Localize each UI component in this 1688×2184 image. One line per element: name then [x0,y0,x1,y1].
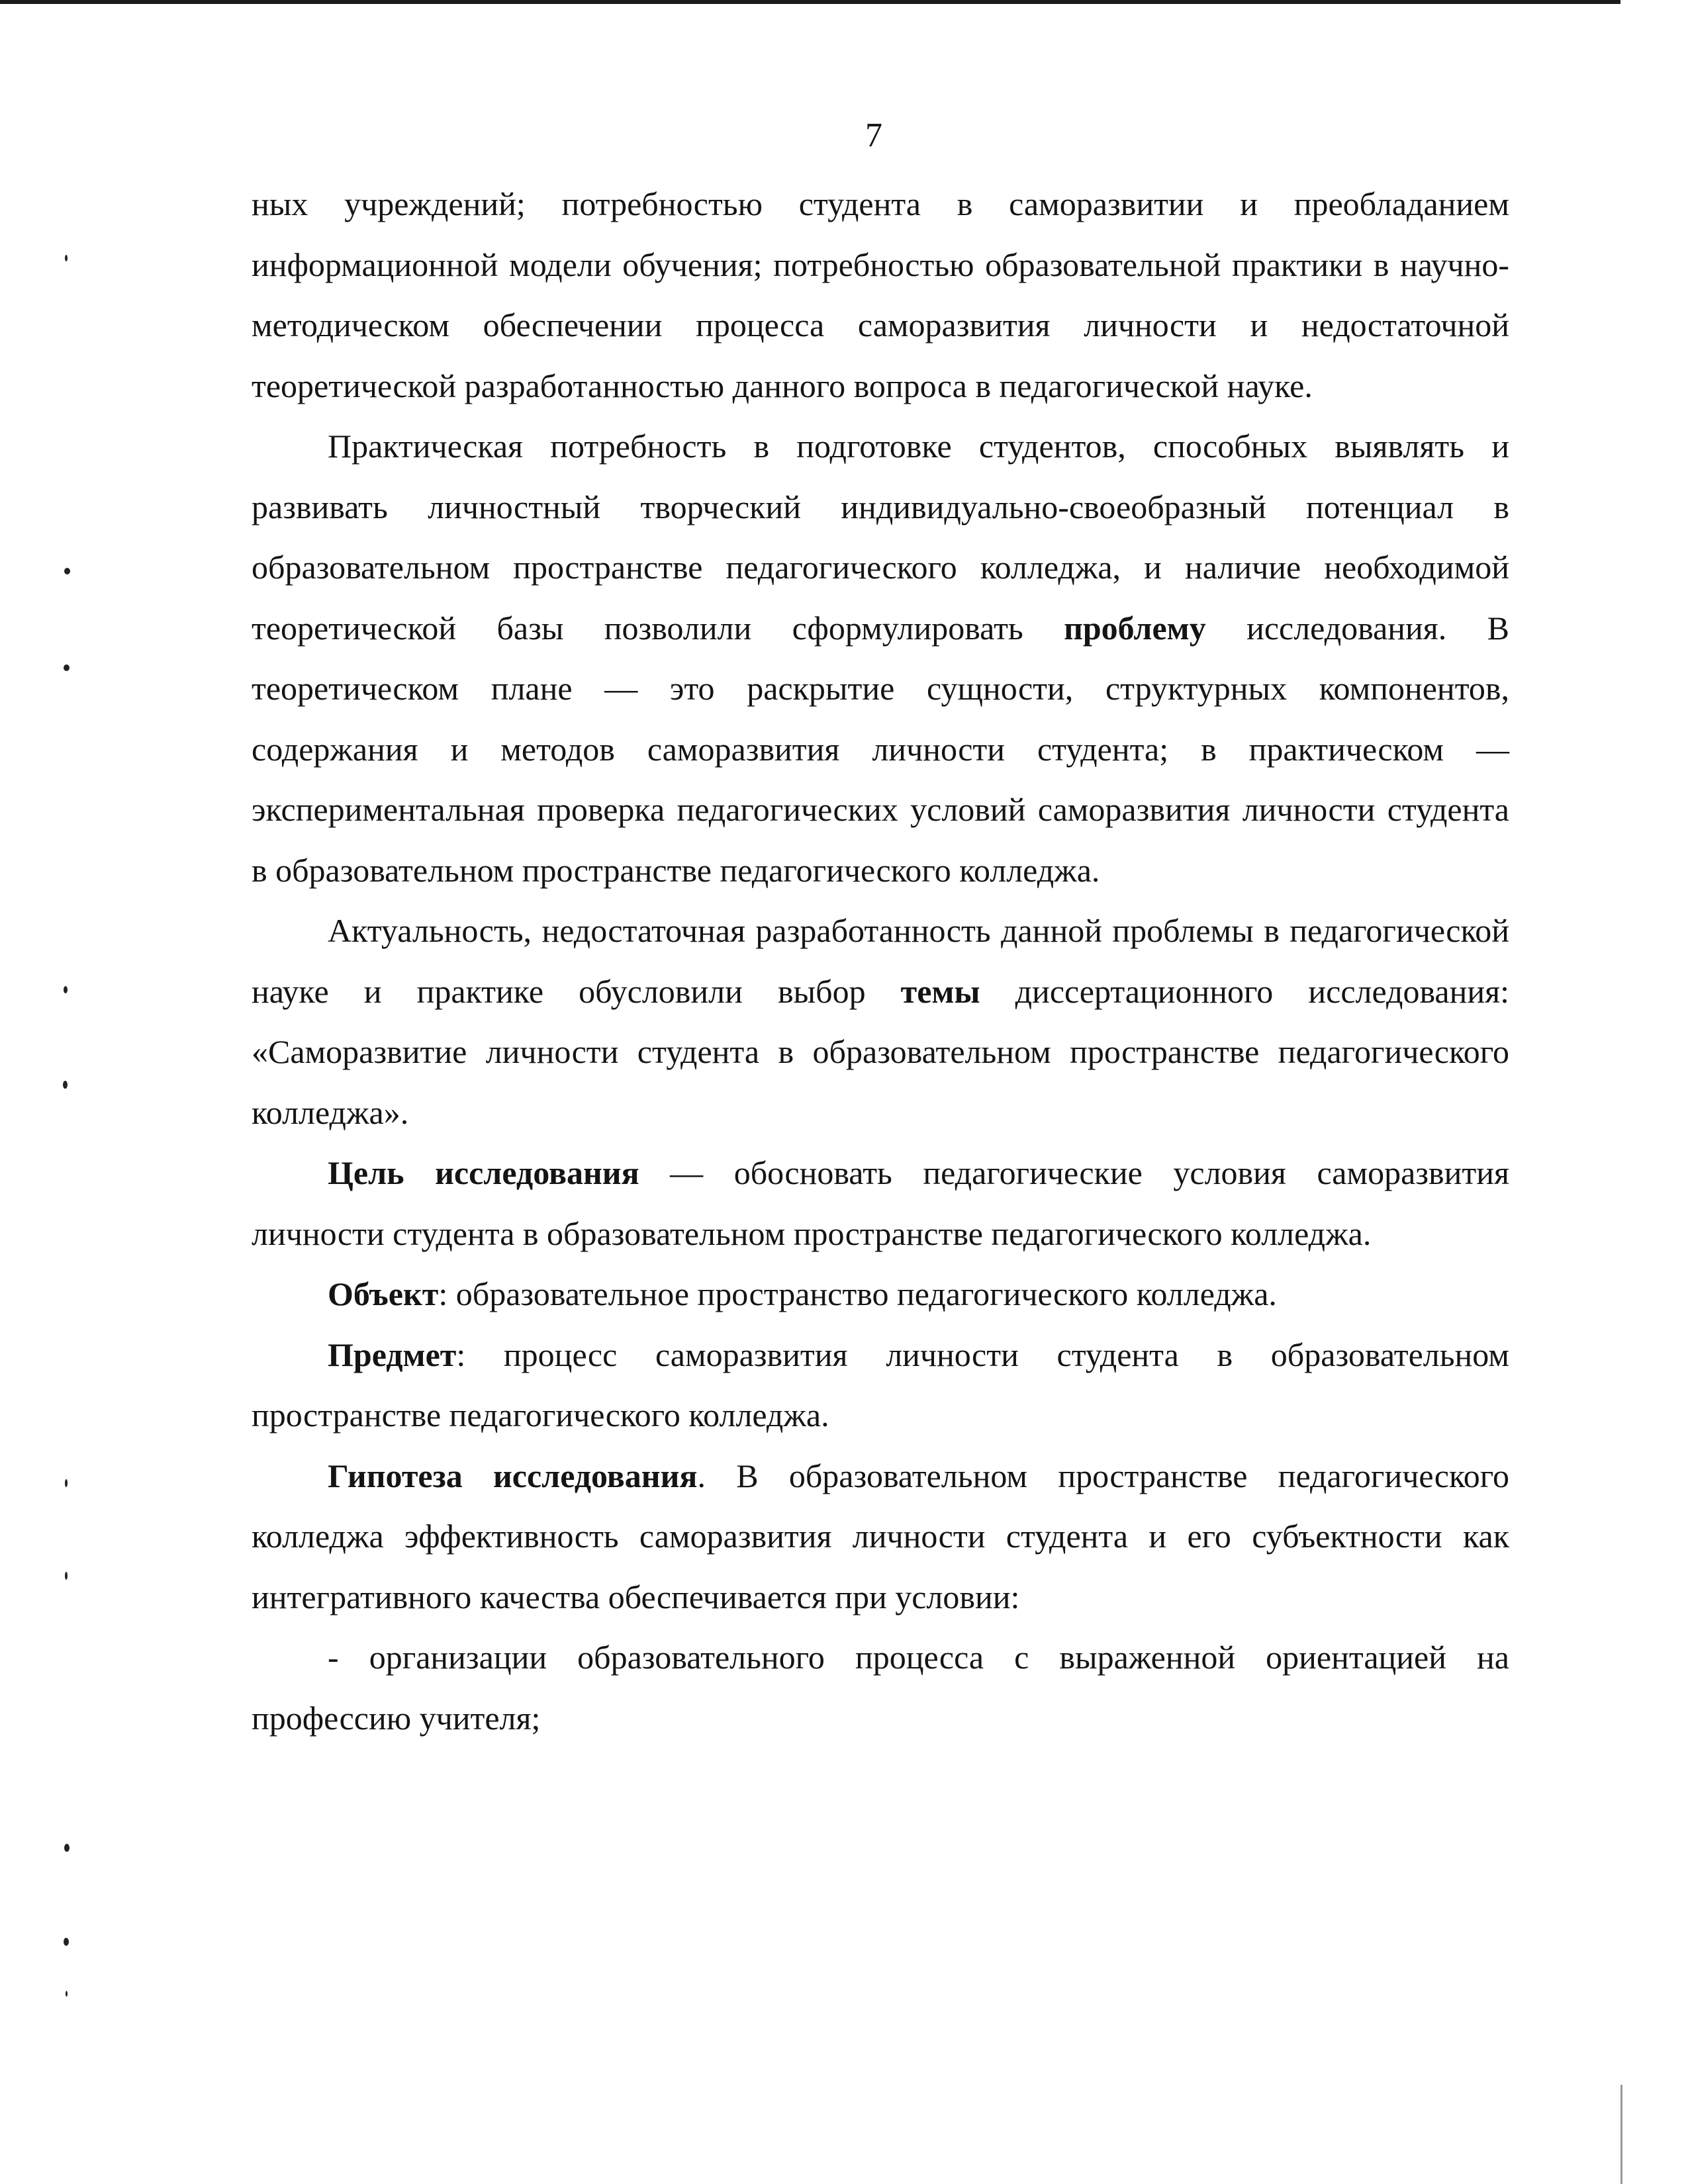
paragraph-hypothesis [252,1446,1509,1628]
bold-term-topic: темы [900,972,980,1010]
bold-term-hypothesis: Гипотеза исследования [328,1457,698,1494]
scan-speck [63,1081,68,1089]
document-body [252,174,1509,1749]
text-span: диссертационного исследования: «Саморазвитие личности студента в образовательном пространстве педагогического колледжа». [252,972,1509,1131]
bold-term-subject: Предмет [328,1336,457,1373]
scan-speck [64,986,68,993]
scan-speck [64,1938,69,1946]
paragraph-object [252,1264,1509,1325]
text-span: — обосновать педагогические условия саморазвития личности студента в образовательном пространстве педагогического колледжа. [252,1154,1509,1252]
bold-term-object: Объект [328,1275,439,1312]
text-span: Практическая потребность в подготовке студентов, способных выявлять и развивать личностный творческий индивидуально-своеобразный потенциал в образовательном пространстве педагогического колледжа, и наличие необходимой теоретической базы позволили сформулировать [252,428,1509,647]
scan-speck [66,1991,68,1997]
scan-edge-line [1620,2085,1622,2184]
text-span: : процесс саморазвития личности студента в образовательном пространстве педагогического колледжа. [252,1336,1509,1433]
paragraph-continuation: ных учреждений; потребностью студента в саморазвитии и преобладанием информационной модели обучения; потребностью образовательной практики в научно-методическом обеспечении процесса саморазвития личности и недостаточной теоретической разработанностью данного вопроса в педагогической науке. [252,185,1509,404]
scan-speck [65,255,68,261]
scan-speck [65,1479,68,1487]
scan-speck [64,664,70,671]
bold-term-problem: проблему [1064,609,1206,647]
text-span: Актуальность, недостаточная разработанность данной проблемы в педагогической науке и практике обусловили выбор [252,912,1509,1010]
page-number: 7 [865,116,882,154]
paragraph-condition-item: - организации образовательного процесса с выраженной ориентацией на профессию учителя; [252,1639,1509,1737]
paragraph-topic [252,901,1509,1143]
scan-speck [64,1844,70,1852]
paragraph-goal [252,1143,1509,1264]
text-span: исследования. В теоретическом плане — это раскрытие сущности, структурных компонентов, содержания и методов саморазвития личности студента; в практическом — экспериментальная проверка педагогических условий саморазвития личности студента в образовательном пространстве педагогического колледжа. [252,609,1509,889]
paragraph-subject [252,1325,1509,1446]
text-span: . В образовательном пространстве педагогического колледжа эффективность саморазвития личности студента и его субъектности как интегративного качества обеспечивается при условии: [252,1457,1509,1615]
paragraph-problem [252,416,1509,901]
top-border-rule [0,0,1620,4]
bold-term-goal: Цель исследования [328,1154,639,1191]
scan-speck [65,1572,68,1580]
text-span: : образовательное пространство педагогического колледжа. [438,1275,1277,1312]
scan-speck [64,568,70,574]
